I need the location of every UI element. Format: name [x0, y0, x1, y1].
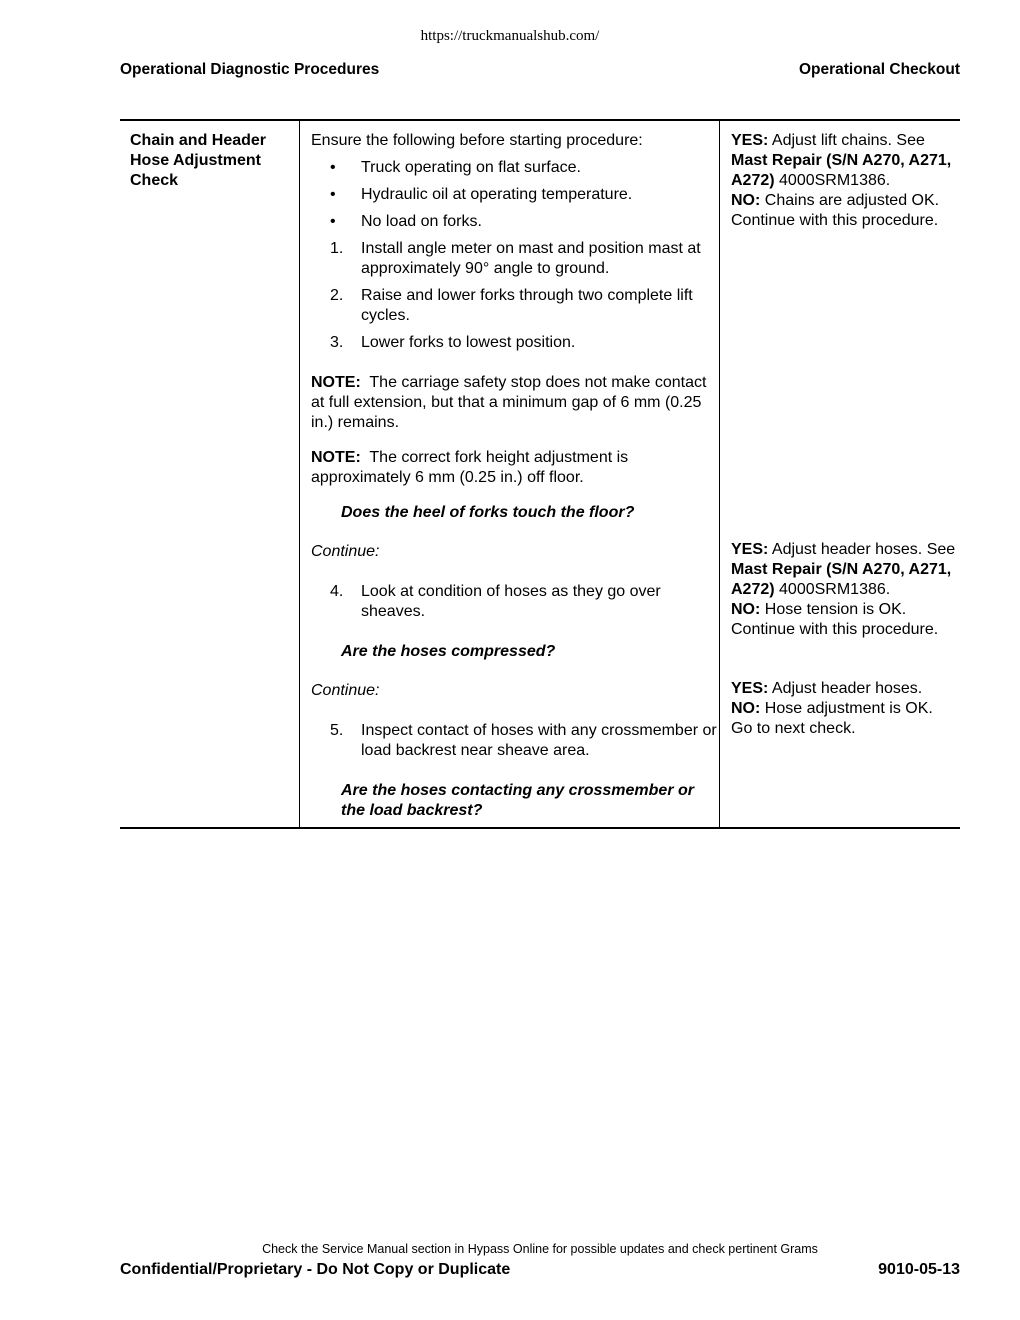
step-item: 3. Lower forks to lowest position.: [330, 334, 576, 351]
source-url[interactable]: https://truckmanualshub.com/: [420, 28, 600, 44]
step-item: 5. Inspect contact of hoses with any crossmember or load backrest near sheave area.: [330, 722, 717, 759]
note: NOTE: The correct fork height adjustment is approximately 6 mm (0.25 in.) off floor.: [311, 449, 629, 486]
check-title: Chain and Header Hose Adjustment Check: [130, 132, 267, 189]
bullet-marker: •: [330, 186, 336, 203]
chapter-title: Operational Checkout: [798, 61, 960, 78]
question: Does the heel of forks touch the floor?: [341, 504, 635, 521]
step-list: [311, 239, 721, 353]
bullet-marker: •: [330, 213, 336, 230]
result-2: YES: Adjust header hoses. See Mast Repair (S/N A270, A271, A272) 4000SRM1386. NO: Hose tension is OK. Continue with this procedure.: [731, 541, 956, 638]
continue-label: Continue:: [311, 682, 380, 699]
bullet-marker: •: [330, 159, 336, 176]
confidential-notice: Confidential/Proprietary - Do Not Copy or Duplicate: [120, 1261, 511, 1278]
footer-note: Check the Service Manual section in Hypass Online for possible updates and check pertinent Grams: [262, 1242, 818, 1256]
question: Are the hoses contacting any crossmember or the load backrest?: [341, 782, 694, 819]
page-number: 9010-05-13: [878, 1261, 960, 1278]
result-1: YES: Adjust lift chains. See Mast Repair (S/N A270, A271, A272) 4000SRM1386. NO: Chains are adjusted OK. Continue with this procedure.: [731, 132, 952, 229]
list-item: • Truck operating on flat surface.: [330, 159, 581, 176]
column-divider: [299, 121, 300, 827]
note: NOTE: The carriage safety stop does not make contact at full extension, but that a minimum gap of 6 mm (0.25 in.) remains.: [311, 374, 707, 431]
list-item: • No load on forks.: [330, 213, 482, 230]
bullet-list: [311, 158, 721, 232]
question: Are the hoses compressed?: [341, 643, 556, 660]
list-item: • Hydraulic oil at operating temperature.: [330, 186, 633, 203]
step-item: 2. Raise and lower forks through two complete lift cycles.: [330, 287, 693, 324]
step-item: 1. Install angle meter on mast and position mast at approximately 90° angle to ground.: [330, 240, 701, 277]
procedure-column: [311, 131, 721, 821]
result-3: YES: Adjust header hoses. NO: Hose adjustment is OK. Go to next check.: [731, 680, 933, 737]
step-item: 4. Look at condition of hoses as they go over sheaves.: [330, 583, 661, 620]
section-title: Operational Diagnostic Procedures: [120, 61, 380, 78]
intro-text: Ensure the following before starting procedure:: [311, 132, 643, 149]
continue-label: Continue:: [311, 543, 380, 560]
procedure-table: [120, 119, 960, 829]
